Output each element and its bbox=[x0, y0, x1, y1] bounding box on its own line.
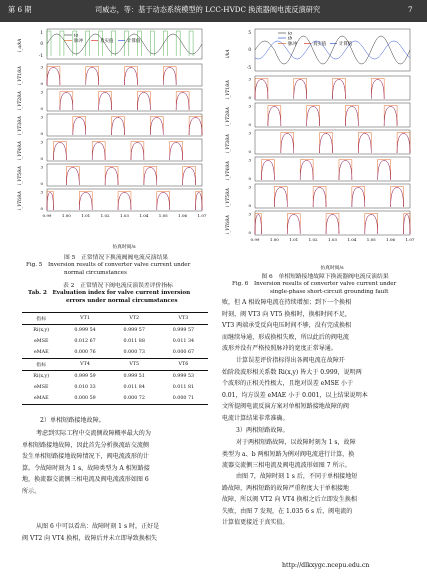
valve-row-frame bbox=[47, 139, 202, 161]
figure-6-legend bbox=[278, 32, 353, 48]
real-current-trace bbox=[268, 107, 397, 127]
y-tick-0: 0 bbox=[248, 230, 251, 235]
y-tick-3: 3 bbox=[40, 89, 43, 95]
table-row bbox=[22, 325, 208, 337]
real-current-trace bbox=[60, 93, 189, 111]
pulse-trace bbox=[47, 67, 176, 86]
valve-row-frame bbox=[255, 157, 410, 181]
table-cell: 0.999 51 bbox=[110, 371, 159, 383]
x-tick-labels bbox=[43, 213, 207, 218]
pulse-trace bbox=[66, 167, 195, 186]
left-paragraph-2: 从图 6 中可以看出：故障时刻 1 s 时，正好是 阀 VT2 向 VT4 换相，故障后并未立即导致换相失 bbox=[22, 523, 160, 542]
y-tick-0: 0 bbox=[40, 156, 43, 161]
figure-6-panel bbox=[220, 26, 416, 271]
table-2-title-en-2: errors under normal circumstances bbox=[66, 297, 178, 304]
valve-row-frame bbox=[255, 184, 410, 208]
table-cell: 0.011 34 bbox=[172, 339, 195, 344]
y-tick-3: 3 bbox=[248, 130, 251, 136]
x-tick-label: 1.07 bbox=[197, 213, 207, 218]
legend-pulse: 脉冲 bbox=[74, 39, 83, 44]
issue-label: 第 6 期 bbox=[8, 5, 32, 14]
table-cell: VT2 bbox=[110, 313, 159, 325]
x-axis-label: 仿真时间/s bbox=[320, 266, 344, 271]
real-current-trace bbox=[53, 143, 182, 161]
table-cell: 0.999 54 bbox=[60, 325, 109, 337]
x-tick-label: 1.01 bbox=[289, 237, 299, 242]
pulse-trace bbox=[53, 142, 182, 161]
legend-ia: ia bbox=[288, 31, 293, 37]
calc-current-trace bbox=[268, 107, 397, 127]
table-cell: 0.011 84 bbox=[123, 385, 145, 390]
x-tick-label: 1.06 bbox=[178, 213, 188, 218]
calc-current-trace bbox=[261, 161, 390, 181]
right-paragraph-1: 败，但 A 相故障电流在持续增加；到下一个换相 时刻，阀 VT3 向 VT5 换相时，换相时间不足， VT3 两端承受反向电压时间不够，没有完成换相 而继续导通，形成换相失败，所以此后的阀电流 波形并没有严格按照脉冲的宽度正常导通。 bbox=[222, 299, 352, 353]
row-label-vt2: i_VT2/kA bbox=[225, 107, 230, 126]
pulse-trace bbox=[255, 214, 410, 235]
real-current-trace bbox=[47, 193, 202, 211]
table-cell: 指标 bbox=[22, 359, 60, 371]
y-tick-0: 0 bbox=[40, 181, 43, 186]
ia-waveform bbox=[255, 36, 410, 64]
figure-5-plot bbox=[12, 26, 208, 249]
table-cell: Ri(x,y) bbox=[22, 371, 60, 383]
y-tick-3: 3 bbox=[248, 76, 251, 82]
row-label-vt6: i_VT6/kA bbox=[225, 215, 230, 234]
section-heading-2: 2）单相短路接地故障。 bbox=[40, 417, 105, 424]
row-label-vt3: i_VT3/kA bbox=[225, 134, 230, 153]
table-cell: eMSE bbox=[33, 339, 49, 344]
x-tick-label: 1.02 bbox=[100, 213, 110, 218]
pulse-trace bbox=[261, 160, 390, 181]
row-label-vt5: i_VT5/kA bbox=[225, 188, 230, 207]
legend-ib: ib bbox=[288, 36, 293, 42]
table-row bbox=[22, 371, 208, 383]
figure-5-caption-cn: 图 5 正常情况下换流阀阀电流反演结果 bbox=[63, 255, 169, 261]
y-tick-0: 0 bbox=[40, 206, 43, 211]
x-tick-labels bbox=[251, 237, 415, 242]
figure-6-caption-en-1: Fig. 6 Inversion results of converter valve current under bbox=[232, 281, 397, 288]
table-cell: Ri(x,y) bbox=[22, 325, 60, 337]
table-cell: 0.011 88 bbox=[123, 339, 145, 344]
y-tick-top-1: 1 bbox=[40, 30, 43, 35]
y-tick-top-m1: -1 bbox=[38, 53, 43, 58]
table-cell: 0.012 67 bbox=[74, 339, 96, 344]
y-tick-0: 0 bbox=[248, 203, 251, 208]
x-tick-label: 1.00 bbox=[269, 237, 279, 242]
figure-5-caption-en-1: Fig. 5 Inversion results of converter valve current under bbox=[26, 262, 191, 269]
table-cell: eMSE bbox=[33, 385, 49, 390]
x-tick-label: 0.99 bbox=[250, 237, 260, 242]
pulse-trace bbox=[255, 79, 384, 100]
figure-5-panel bbox=[12, 26, 208, 249]
table-cell: VT5 bbox=[110, 359, 159, 371]
table-cell: 0.000 59 bbox=[60, 393, 109, 405]
calc-current-trace bbox=[47, 68, 176, 86]
y-tick-0: 0 bbox=[40, 131, 43, 136]
table-2-title-cn: 表 2 正常情况下阀电流反演误差评价指标 bbox=[63, 283, 173, 289]
x-tick-label: 1.02 bbox=[308, 237, 318, 242]
table-cell: eMAE bbox=[22, 393, 60, 405]
figure-6-caption bbox=[232, 274, 418, 296]
row-label-vt1: i_VT1/kA bbox=[225, 80, 230, 99]
page-header bbox=[0, 0, 427, 22]
table-cell: 0.999 57 bbox=[159, 325, 208, 337]
real-current-trace bbox=[255, 80, 384, 100]
y-tick-top-5: 5 bbox=[248, 30, 251, 35]
y-tick-3: 3 bbox=[40, 64, 43, 70]
x-tick-label: 0.99 bbox=[42, 213, 52, 218]
calc-current-trace bbox=[255, 215, 410, 235]
pulse-trace bbox=[268, 106, 397, 127]
calc-current-trace bbox=[255, 80, 384, 100]
row-label-vt1: i_VT1/kA bbox=[17, 66, 22, 85]
y-tick-0: 0 bbox=[248, 122, 251, 127]
table-cell: 0.999 57 bbox=[110, 325, 159, 337]
table-cell: VT1 bbox=[60, 313, 109, 325]
legend-calc: 计算值 bbox=[127, 39, 141, 44]
real-current-trace bbox=[261, 161, 390, 181]
row-label-vt6: i_VT6/kA bbox=[17, 191, 22, 210]
x-tick-label: 1.00 bbox=[61, 213, 71, 218]
table-row bbox=[22, 393, 208, 405]
legend-real: 真实值 bbox=[313, 42, 327, 47]
right-paragraph-3: 对于两相短路故障，以故障时刻为 1 s，故障 类型为 a、b 两相短路为例对阀电流进行计算，换 流器交流侧三相电流及阀电流波形如图 7 所示。 bbox=[222, 439, 356, 470]
table-cell: 0.999 53 bbox=[159, 371, 208, 383]
figure-5-caption bbox=[26, 255, 206, 277]
table-cell: VT4 bbox=[60, 359, 109, 371]
row-label-vt2: i_VT2/kA bbox=[17, 91, 22, 110]
table-2-title bbox=[28, 283, 208, 305]
y-tick-3: 3 bbox=[248, 184, 251, 190]
table-2-title-en-1: Tab. 2 Evaluation index for valve current inversion bbox=[28, 290, 191, 297]
y-tick-0: 0 bbox=[40, 106, 43, 111]
y-tick-3: 3 bbox=[40, 114, 43, 120]
table-cell: 0.011 81 bbox=[172, 385, 195, 390]
real-current-trace bbox=[66, 168, 195, 186]
valve-rows bbox=[17, 64, 202, 211]
legend-real: 真实值 bbox=[100, 39, 114, 44]
section-heading-3: 3）两相短路故障。 bbox=[236, 427, 289, 434]
x-tick-label: 1.01 bbox=[81, 213, 91, 218]
footer-url: http://dlkxygc.ncepu.edu.cn bbox=[282, 562, 370, 569]
table-cell: 指标 bbox=[22, 313, 60, 325]
legend-pulse: 脉冲 bbox=[288, 42, 297, 47]
y-tick-0: 0 bbox=[248, 95, 251, 100]
row-label-i: i/kA bbox=[226, 49, 231, 58]
valve-row-frame bbox=[47, 89, 202, 111]
x-axis-label: 仿真时间/s bbox=[112, 245, 136, 249]
page-number: 7 bbox=[408, 5, 413, 14]
y-tick-3: 3 bbox=[40, 139, 43, 145]
calc-current-trace bbox=[66, 168, 195, 186]
table-row bbox=[22, 382, 208, 393]
real-current-trace bbox=[255, 215, 410, 235]
figure-6-plot bbox=[220, 26, 416, 271]
table-header-row bbox=[22, 359, 208, 371]
left-paragraph-1: 考虑到实际工程中交流侧故障概率最大的为 单相短路接地故障，因此首先分析换流站交流侧 发生单相短路接地故障情况下，阀电流波形的计 算。令故障时刻为 1 s，故障类型为 A 相短路接 地，换流器交流侧三相电流及阀电流波形如图 6 所示。 bbox=[22, 430, 151, 495]
valve-row-frame bbox=[47, 164, 202, 186]
running-title: 司威志，等：基于动态系统模型的 LCC-HVDC 换流器阀电流反演研究 bbox=[95, 5, 321, 14]
figure-5-caption-en-2: normal circumstances bbox=[64, 269, 127, 276]
calc-current-trace bbox=[281, 134, 410, 154]
y-tick-3: 3 bbox=[248, 157, 251, 163]
x-tick-label: 1.07 bbox=[405, 237, 415, 242]
x-tick-label: 1.03 bbox=[120, 213, 129, 218]
y-tick-3: 3 bbox=[40, 164, 43, 170]
pulse-trace bbox=[274, 187, 403, 208]
table-row bbox=[22, 336, 208, 347]
x-tick-label: 1.04 bbox=[139, 213, 149, 218]
x-tick-label: 1.03 bbox=[328, 237, 337, 242]
x-tick-label: 1.06 bbox=[386, 237, 396, 242]
x-tick-label: 1.05 bbox=[158, 213, 168, 218]
y-tick-top-m5: -5 bbox=[246, 65, 251, 70]
real-current-trace bbox=[73, 118, 202, 136]
table-cell: 0.000 72 bbox=[110, 393, 159, 405]
y-tick-0: 0 bbox=[40, 81, 43, 86]
legend-calc: 计算值 bbox=[339, 42, 353, 47]
y-tick-3: 3 bbox=[40, 189, 43, 195]
table-2 bbox=[22, 312, 208, 405]
figure-6-caption-cn: 图 6 单相短路接地故障下换流器阀电流反演结果 bbox=[261, 274, 389, 280]
pulse-trace bbox=[281, 133, 410, 154]
valve-rows bbox=[225, 76, 410, 235]
table-cell: 0.000 67 bbox=[172, 350, 195, 355]
row-label-vt4: i_VT4/kA bbox=[225, 161, 230, 180]
calc-current-trace bbox=[60, 93, 189, 111]
table-cell: 0.010 33 bbox=[74, 385, 96, 390]
x-tick-label: 1.04 bbox=[347, 237, 357, 242]
row-label-ia: i_a/kA bbox=[18, 38, 23, 52]
calc-current-trace bbox=[47, 193, 202, 211]
calc-current-trace bbox=[73, 118, 202, 136]
table-cell: 0.000 73 bbox=[123, 350, 145, 355]
table-cell: VT6 bbox=[159, 359, 208, 371]
table-cell: 0.000 76 bbox=[74, 350, 96, 355]
row-label-vt4: i_VT4/kA bbox=[17, 141, 22, 160]
table-cell: 0.000 71 bbox=[159, 393, 208, 405]
row-label-vt5: i_VT5/kA bbox=[17, 166, 22, 185]
right-paragraph-4: 由图 7，故障时刻 1 s 后，不同于单相接地短 路故障，两相短路的故障严重程度大于单相接地 故障，所以阀 VT2 向 VT4 换相之后立即发生换相 失败，由图 7 发现，在 1.035 6 s 后，阀电流的 计算值更接近于真实值。 bbox=[222, 473, 358, 527]
pulse-trace bbox=[73, 117, 202, 136]
table-cell: eMAE bbox=[33, 350, 49, 355]
valve-row-frame bbox=[255, 103, 410, 127]
x-tick-label: 1.05 bbox=[366, 237, 376, 242]
figure-6-caption-en-2: single-phase short-circuit grounding fault bbox=[270, 288, 389, 295]
real-current-trace bbox=[281, 134, 410, 154]
table-row bbox=[22, 347, 208, 359]
table-header-row bbox=[22, 313, 208, 325]
row-label-vt3: i_VT3/kA bbox=[17, 116, 22, 135]
pulse-trace bbox=[47, 192, 202, 211]
y-tick-0: 0 bbox=[248, 149, 251, 154]
y-tick-top-0: 0 bbox=[40, 41, 43, 46]
y-tick-0: 0 bbox=[248, 176, 251, 181]
legend-ia: ia bbox=[74, 33, 79, 39]
y-tick-3: 3 bbox=[248, 103, 251, 109]
calc-current-trace bbox=[274, 188, 403, 208]
real-current-trace bbox=[274, 188, 403, 208]
y-tick-top-0: 0 bbox=[248, 47, 251, 52]
table-cell: VT3 bbox=[159, 313, 208, 325]
table-cell: 0.999 59 bbox=[60, 371, 109, 383]
y-tick-3: 3 bbox=[248, 211, 251, 217]
calc-current-trace bbox=[53, 143, 182, 161]
pulse-trace bbox=[60, 92, 189, 111]
real-current-trace bbox=[47, 68, 176, 86]
right-paragraph-2: 计算误差评价指标得出各阀电流在故障开 始阶段波形相关系数 Ri(x,y) 皆大于 0.999，说明两 个波形的正相关性极大，且绝对误差 eMSE 小于 0.01，均方误差 eMAE 小于 0.001，以上结果说明本 文所提阀电流反演方案对单相短路接地故障的阀 电流计算结果非常准确。 bbox=[222, 357, 368, 422]
